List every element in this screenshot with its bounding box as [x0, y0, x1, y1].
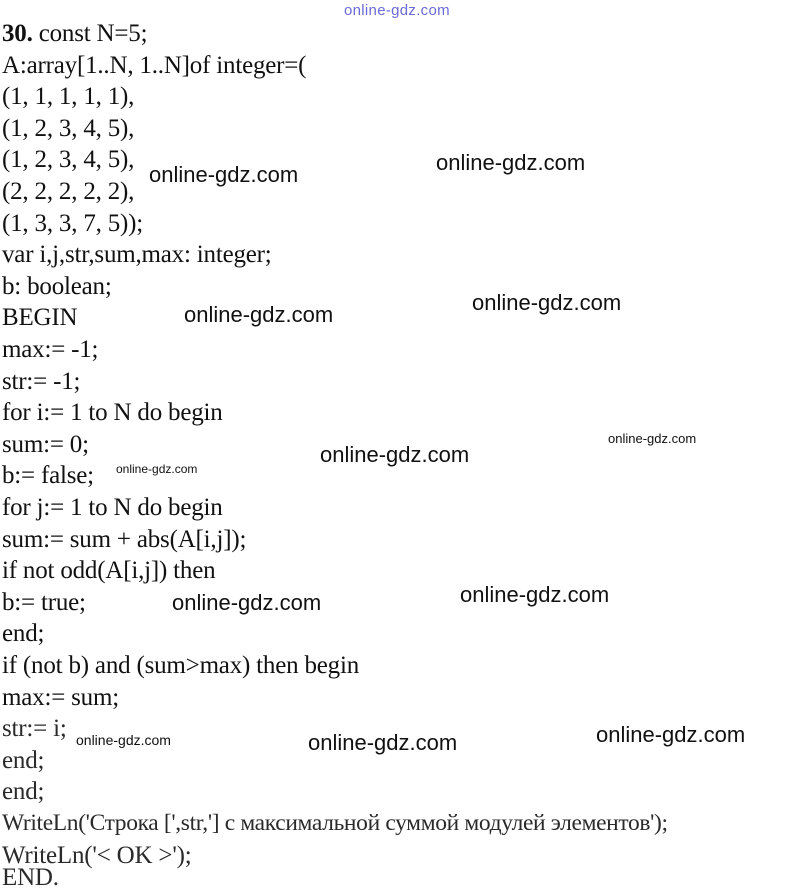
code-line: end;	[2, 746, 45, 774]
code-line: A:array[1..N, 1..N]of integer=(	[2, 51, 307, 79]
code-line: (1, 2, 3, 4, 5),	[2, 146, 135, 174]
code-line: (2, 2, 2, 2, 2),	[2, 178, 135, 205]
code-line: for j:= 1 to N do begin	[2, 494, 223, 521]
code-line: WriteLn('< OK >');	[2, 841, 192, 869]
code-line: sum:= 0;	[2, 430, 89, 458]
code-line: end;	[2, 778, 45, 806]
code-line: (1, 1, 1, 1, 1),	[2, 83, 135, 111]
code-line: str:= -1;	[2, 367, 81, 395]
code-line: b:= false;	[2, 462, 94, 490]
code-line: end;	[2, 620, 45, 648]
code-line: b:= true;	[2, 588, 86, 616]
watermark: online-gdz.com	[436, 150, 586, 175]
code-line: for i:= 1 to N do begin	[2, 399, 223, 427]
watermark: online-gdz.com	[184, 302, 334, 327]
code-line: sum:= sum + abs(A[i,j]);	[2, 525, 247, 553]
watermark: online-gdz.com	[149, 162, 299, 187]
code-line: END.	[2, 864, 59, 891]
watermark: online-gdz.com	[596, 722, 746, 747]
code-line: str:= i;	[2, 715, 67, 743]
watermark: online-gdz.com	[608, 431, 697, 446]
watermark: online-gdz.com	[308, 730, 458, 755]
code-line: WriteLn('Строка [',str,'] с максимальной суммой модулей элементов');	[2, 810, 668, 836]
watermark: online-gdz.com	[472, 290, 622, 315]
code-line: if (not b) and (sum>max) then begin	[2, 652, 360, 679]
code-line: b: boolean;	[2, 272, 112, 300]
watermark: online-gdz.com	[76, 732, 171, 748]
watermark: online-gdz.com	[460, 582, 610, 607]
code-line: if not odd(A[i,j]) then	[2, 557, 216, 585]
code-line: max:= -1;	[2, 336, 99, 363]
code-line: BEGIN	[2, 304, 78, 332]
code-line: 30. const N=5;	[2, 20, 148, 47]
code-line: (1, 3, 3, 7, 5));	[2, 209, 144, 237]
header-watermark: online-gdz.com	[344, 2, 450, 19]
code-line: max:= sum;	[2, 683, 119, 711]
watermark: online-gdz.com	[172, 590, 322, 615]
code-line: (1, 2, 3, 4, 5),	[2, 114, 135, 142]
watermark: online-gdz.com	[116, 462, 198, 476]
watermark: online-gdz.com	[320, 442, 470, 467]
code-line: var i,j,str,sum,max: integer;	[2, 241, 272, 269]
problem-number: 30.	[2, 20, 33, 47]
